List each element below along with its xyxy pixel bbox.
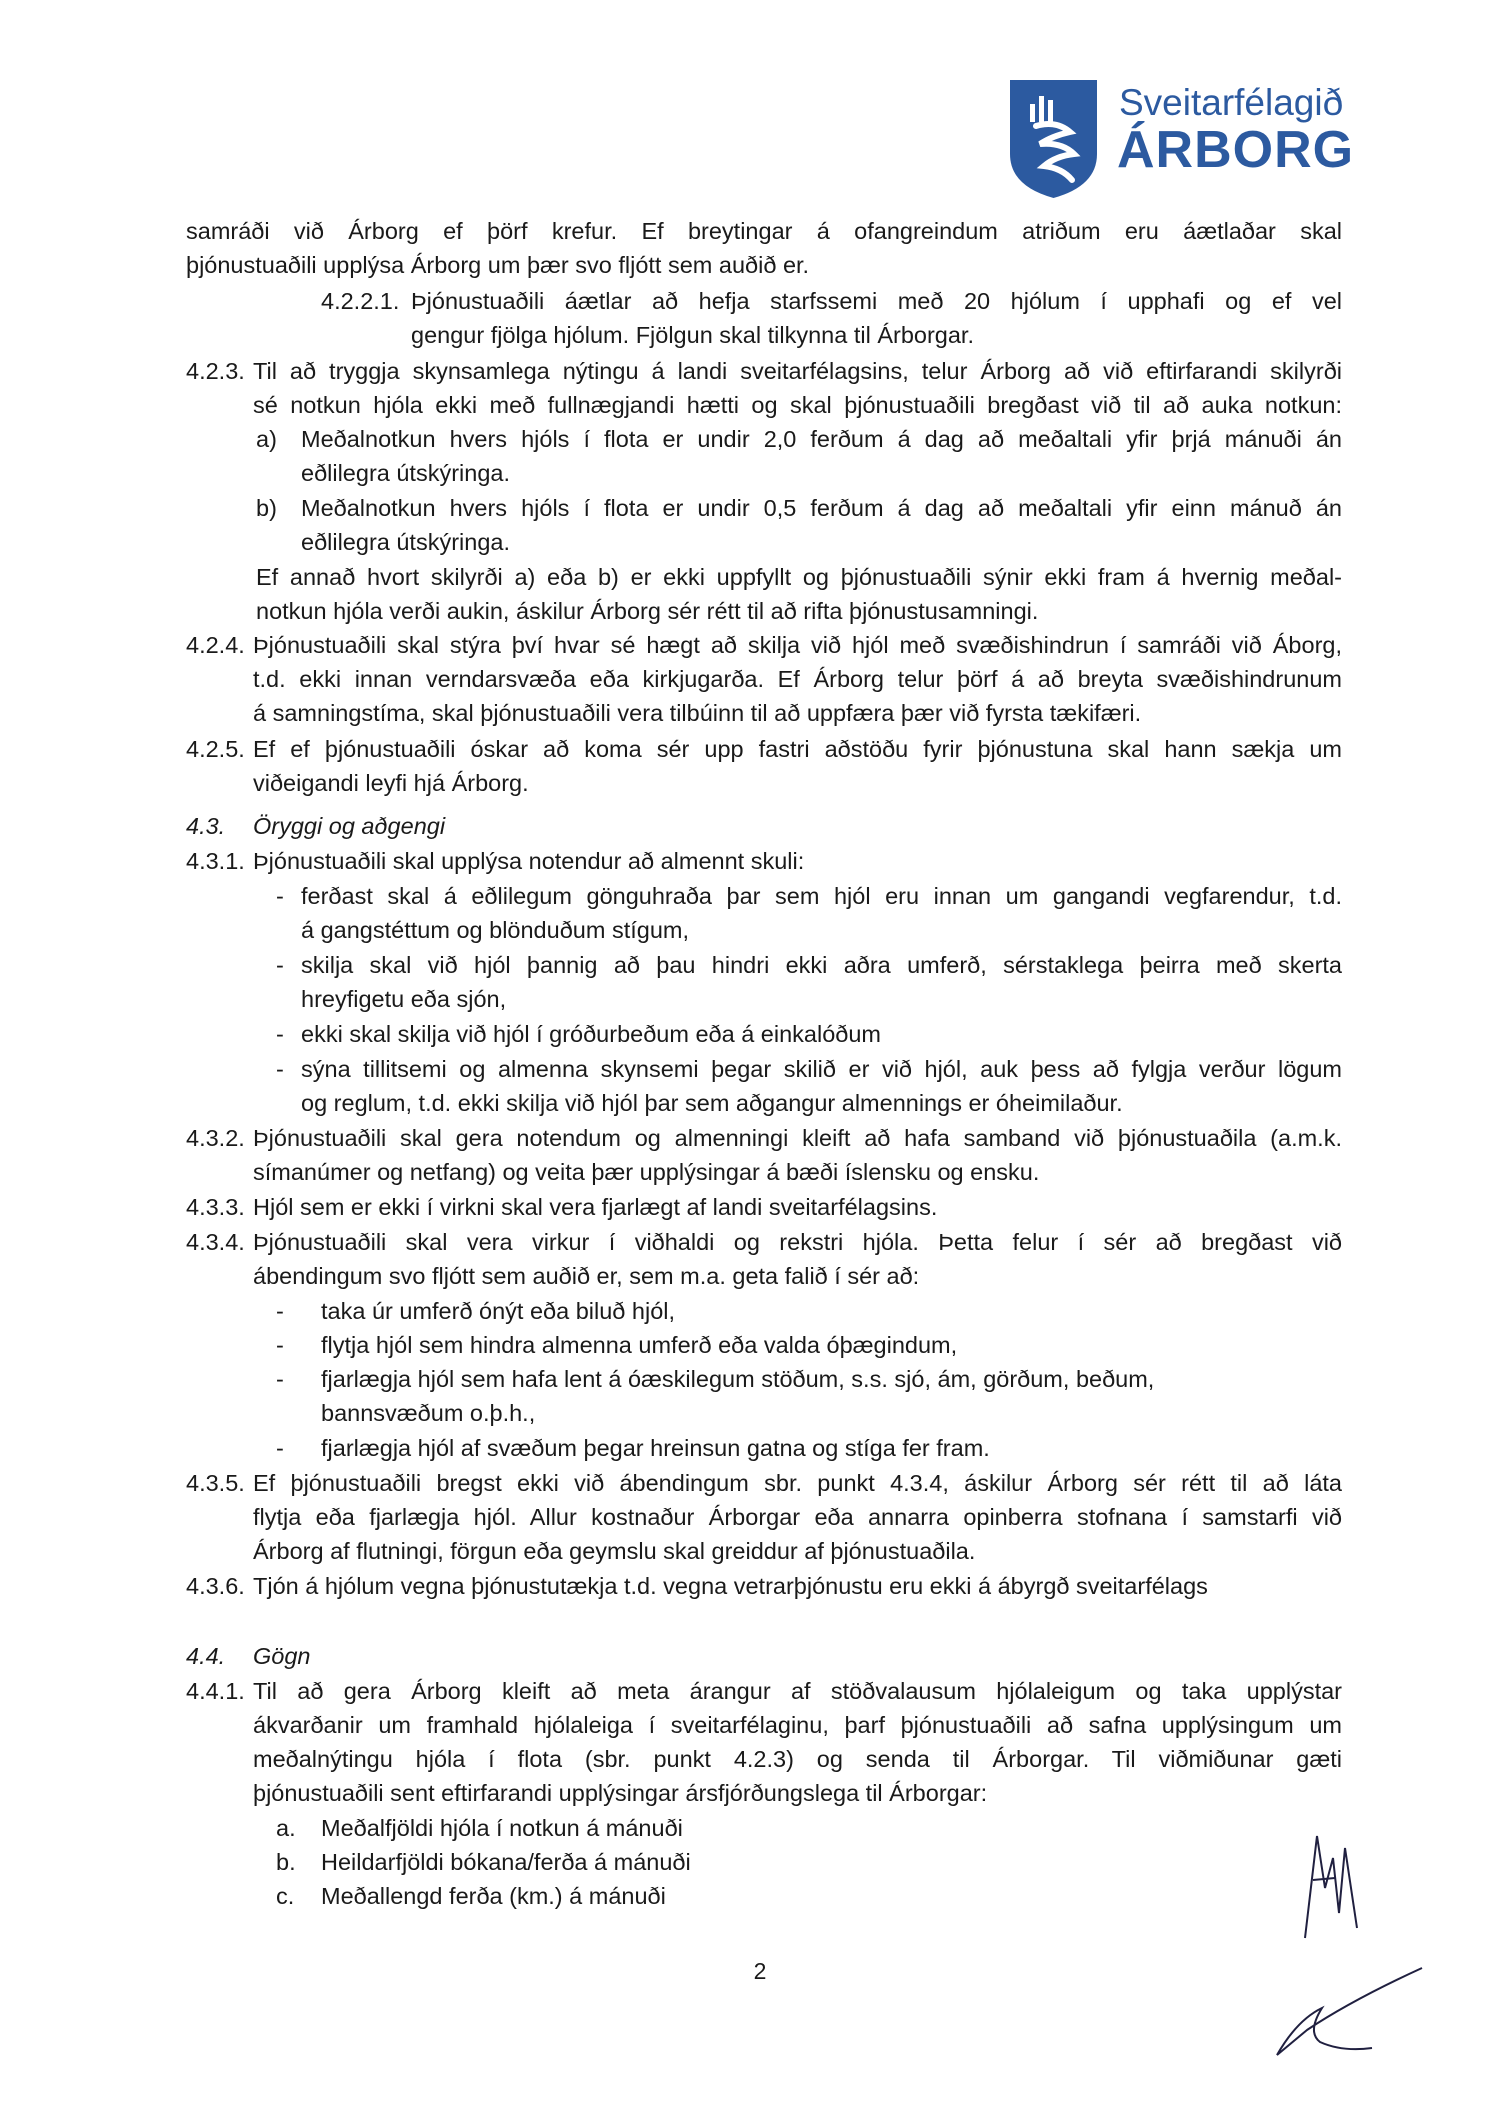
section-number: 4.3.3.: [186, 1194, 245, 1220]
paragraph-line: t.d. ekki innan verndarsvæða eða kirkjugarða. Ef Árborg telur þörf á að breyta svæðishindrunum: [253, 666, 1342, 692]
intro-line: þjónustuaðili upplýsa Árborg um þær svo fljótt sem auðið er.: [186, 252, 810, 278]
paragraph-line: sé notkun hjóla ekki með fullnægjandi hætti og skal þjónustuaðili bregðast við til að auka notkun:: [253, 392, 1342, 418]
list-item: eðlilegra útskýringa.: [301, 529, 510, 555]
list-item: ferðast skal á eðlilegum gönguhraða þar sem hjól eru innan um gangandi vegfarendur, t.d.: [301, 883, 1342, 909]
paragraph-line: Þjónustuaðili skal vera virkur í viðhaldi og rekstri hjóla. Þetta felur í sér að bregðast við: [253, 1229, 1342, 1255]
paragraph-line: Ef annað hvort skilyrði a) eða b) er ekki uppfyllt og þjónustuaðili sýnir ekki fram á hvernig meðal-: [256, 564, 1342, 590]
paragraph-line: viðeigandi leyfi hjá Árborg.: [253, 770, 529, 796]
section-number: 4.2.4.: [186, 632, 245, 658]
list-item: fjarlægja hjól af svæðum þegar hreinsun gatna og stíga fer fram.: [321, 1435, 990, 1461]
paragraph-line: Ef þjónustuaðili bregst ekki við ábendingum sbr. punkt 4.3.4, áskilur Árborg sér rétt til að láta: [253, 1470, 1342, 1496]
paragraph-line: ábendingum svo fljótt sem auðið er, sem m.a. geta falið í sér að:: [253, 1263, 920, 1289]
list-item: Meðallengd ferða (km.) á mánuði: [321, 1883, 666, 1909]
section-number: 4.3.2.: [186, 1125, 245, 1151]
list-item: ekki skal skilja við hjól í gróðurbeðum eða á einkalóðum: [301, 1021, 881, 1047]
paragraph-line: Þjónustuaðili skal upplýsa notendur að almennt skuli:: [253, 848, 805, 874]
paragraph-line: símanúmer og netfang) og veita þær upplýsingar á bæði íslensku og ensku.: [253, 1159, 1040, 1185]
section-number: 4.4.1.: [186, 1678, 245, 1704]
list-item: og reglum, t.d. ekki skilja við hjól þar sem aðgangur almennings er óheimilaður.: [301, 1090, 1123, 1116]
paragraph-line: Ef ef þjónustuaðili óskar að koma sér upp fastri aðstöðu fyrir þjónustuna skal hann sækja um: [253, 736, 1342, 762]
bullet-dash: -: [276, 952, 284, 978]
section-number: 4.3.6.: [186, 1573, 245, 1599]
section-number: 4.2.5.: [186, 736, 245, 762]
list-label: b.: [276, 1849, 296, 1875]
paragraph-line: Þjónustuaðili skal gera notendum og almenningi kleift að hafa samband við þjónustuaðila (a.m.k.: [253, 1125, 1342, 1151]
page-number: 2: [753, 1958, 767, 1984]
list-item: taka úr umferð ónýt eða biluð hjól,: [321, 1298, 676, 1324]
paragraph-line: á samningstíma, skal þjónustuaðili vera tilbúinn til að uppfæra þær við fyrsta tækifæri.: [253, 700, 1142, 726]
paragraph-line: Til að tryggja skynsamlega nýtingu á landi sveitarfélagsins, telur Árborg að við eftirfarandi skilyrði: [253, 358, 1342, 384]
paragraph-line: gengur fjölga hjólum. Fjölgun skal tilkynna til Árborgar.: [411, 322, 974, 348]
bullet-dash: -: [276, 883, 284, 909]
paragraph-line: Til að gera Árborg kleift að meta árangur af stöðvalausum hjólaleigum og taka upplýstar: [253, 1678, 1342, 1704]
paragraph-line: Þjónustuaðili áætlar að hefja starfssemi með 20 hjólum í upphafi og ef vel: [411, 288, 1342, 314]
bullet-dash: -: [276, 1366, 284, 1392]
bullet-dash: -: [276, 1021, 284, 1047]
paragraph-line: meðalnýtingu hjóla í flota (sbr. punkt 4.2.3) og senda til Árborgar. Til viðmiðunar gæti: [253, 1746, 1342, 1772]
list-label: a.: [276, 1815, 296, 1841]
list-item: Heildarfjöldi bókana/ferða á mánuði: [321, 1849, 691, 1875]
paragraph-line: flytja eða fjarlægja hjól. Allur kostnaður Árborgar eða annarra opinberra stofnana í samstarfi við: [253, 1504, 1342, 1530]
handwritten-signature: [1262, 1960, 1432, 2060]
list-item: flytja hjól sem hindra almenna umferð eða valda óþægindum,: [321, 1332, 958, 1358]
list-label: b): [256, 495, 277, 521]
section-number: 4.3.5.: [186, 1470, 245, 1496]
bullet-dash: -: [276, 1435, 284, 1461]
paragraph-line: ákvarðanir um framhald hjólaleiga í sveitarfélaginu, þarf þjónustuaðili að safna upplýsingum um: [253, 1712, 1342, 1738]
paragraph-line: Hjól sem er ekki í virkni skal vera fjarlægt af landi sveitarfélagsins.: [253, 1194, 938, 1220]
heading-number: 4.4.: [186, 1643, 226, 1669]
paragraph-line: Þjónustuaðili skal stýra því hvar sé hægt að skilja við hjól með svæðishindrun í samráði við Áborg,: [253, 632, 1342, 658]
list-item: sýna tillitsemi og almenna skynsemi þegar skilið er við hjól, auk þess að fylgja verður lögum: [301, 1056, 1342, 1082]
org-name-line1: Sveitarfélagið: [1119, 82, 1344, 123]
org-name-line2: ÁRBORG: [1117, 121, 1355, 179]
bullet-dash: -: [276, 1298, 284, 1324]
list-item: eðlilegra útskýringa.: [301, 460, 510, 486]
list-item: hreyfigetu eða sjón,: [301, 986, 507, 1012]
section-number: 4.2.2.1.: [321, 288, 400, 314]
list-label: a): [256, 426, 277, 452]
section-number: 4.3.4.: [186, 1229, 245, 1255]
section-number: 4.3.1.: [186, 848, 245, 874]
bullet-dash: -: [276, 1056, 284, 1082]
paragraph-line: Árborg af flutningi, förgun eða geymslu skal greiddur af þjónustuaðila.: [253, 1538, 976, 1564]
paragraph-line: þjónustuaðili sent eftirfarandi upplýsingar ársfjórðungslega til Árborgar:: [253, 1780, 988, 1806]
heading-number: 4.3.: [186, 813, 226, 839]
handwritten-initials: [1295, 1818, 1365, 1943]
shield-river-icon: [1006, 76, 1101, 201]
org-logo: [1006, 76, 1355, 201]
list-item: fjarlægja hjól sem hafa lent á óæskilegum stöðum, s.s. sjó, ám, görðum, beðum,: [321, 1366, 1155, 1392]
list-item: skilja skal við hjól þannig að þau hindri ekki aðra umferð, sérstaklega þeirra með skerta: [301, 952, 1342, 978]
list-item: Meðalfjöldi hjóla í notkun á mánuði: [321, 1815, 683, 1841]
section-heading: Gögn: [253, 1643, 311, 1669]
paragraph-line: Tjón á hjólum vegna þjónustutækja t.d. vegna vetrarþjónustu eru ekki á ábyrgð sveitarfélags: [253, 1573, 1208, 1599]
list-label: c.: [276, 1883, 295, 1909]
list-item: Meðalnotkun hvers hjóls í flota er undir 0,5 ferðum á dag að meðaltali yfir einn mánuð án: [301, 495, 1342, 521]
section-number: 4.2.3.: [186, 358, 245, 384]
list-item: Meðalnotkun hvers hjóls í flota er undir 2,0 ferðum á dag að meðaltali yfir þrjá mánuði án: [301, 426, 1342, 452]
list-item: á gangstéttum og blönduðum stígum,: [301, 917, 689, 943]
section-heading: Öryggi og aðgengi: [253, 813, 446, 839]
paragraph-line: notkun hjóla verði aukin, áskilur Árborg sér rétt til að rifta þjónustusamningi.: [256, 598, 1039, 624]
bullet-dash: -: [276, 1332, 284, 1358]
list-item: bannsvæðum o.þ.h.,: [321, 1400, 536, 1426]
intro-line: samráði við Árborg ef þörf krefur. Ef breytingar á ofangreindum atriðum eru áætlaðar skal: [186, 218, 1342, 244]
